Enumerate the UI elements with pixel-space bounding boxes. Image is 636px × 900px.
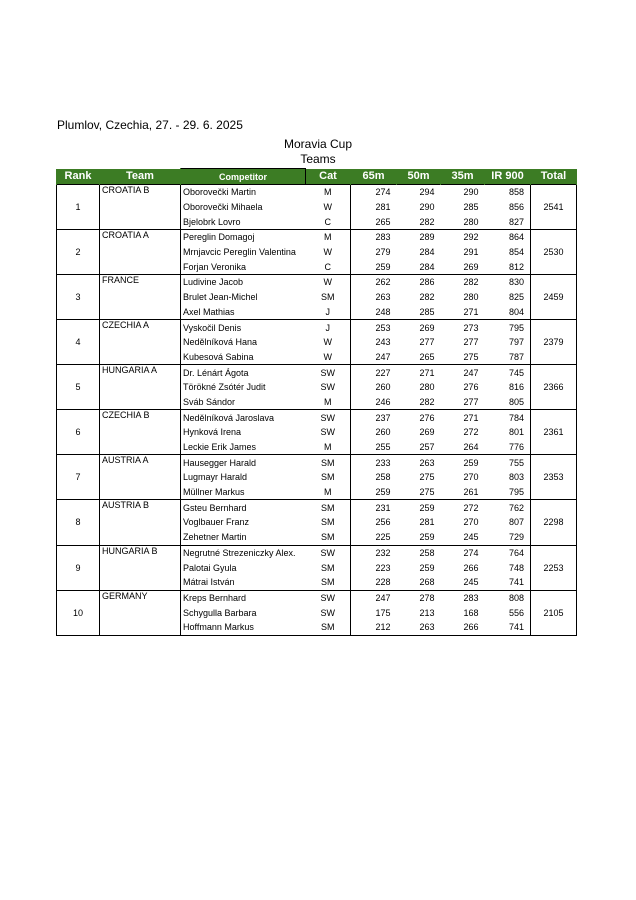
competitor-name: Negrutné Strezeniczky Alex.	[181, 545, 306, 560]
score-65m: 231	[351, 500, 397, 515]
score-ir900: 804	[485, 305, 531, 320]
competitor-name: Oborovečki Martin	[181, 185, 306, 200]
score-65m: 223	[375, 562, 391, 573]
team-cell-empty	[100, 620, 181, 635]
score-ir900: 762	[485, 500, 531, 515]
table-row	[57, 425, 577, 440]
score-65m: 227	[351, 365, 397, 380]
score-65m: 258	[375, 472, 391, 483]
team-cell-empty	[100, 530, 181, 545]
competitor-name: Nedělníková Jaroslava	[181, 410, 306, 425]
score-35m: 285	[463, 202, 479, 213]
competitor-name: Kreps Bernhard	[181, 590, 306, 605]
team-cell-empty	[100, 335, 181, 350]
score-ir900: 755	[485, 455, 531, 470]
header-65m: 65m	[351, 169, 397, 185]
competitor-name: Ludivine Jacob	[181, 275, 306, 290]
category-cell: SM	[306, 575, 351, 590]
table-row	[57, 245, 577, 260]
category-cell: SM	[306, 290, 351, 305]
competitor-name: Mrnjavcic Pereglin Valentina	[183, 247, 296, 258]
score-35m: 282	[441, 275, 485, 290]
score-ir900: 808	[485, 590, 531, 605]
competitor-name: Nedělníková Hana	[183, 337, 258, 348]
team-cell-empty	[100, 245, 181, 260]
team-cell-empty	[100, 259, 181, 274]
score-ir900: 797	[485, 335, 531, 350]
table-row	[57, 620, 577, 635]
header-rank: Rank	[57, 169, 100, 185]
score-35m: 292	[441, 230, 485, 245]
venue-date: Plumlov, Czechia, 27. - 29. 6. 2025	[57, 118, 243, 132]
score-35m: 277	[463, 337, 479, 348]
category-cell: SW	[306, 410, 351, 425]
score-65m: 212	[351, 620, 397, 635]
score-ir900: 803	[485, 470, 531, 485]
team-cell-empty	[100, 214, 181, 229]
competitor-name: Brulet Jean-Michel	[183, 292, 258, 303]
score-35m: 271	[441, 410, 485, 425]
competitor-name: Lugmayr Harald	[183, 472, 248, 483]
competitor-name: Sváb Sándor	[181, 395, 306, 410]
category-cell: W	[306, 200, 351, 215]
competitor-name: Vyskočil Denis	[181, 320, 306, 335]
team-cell-empty	[100, 470, 181, 485]
header-ir900: IR 900	[485, 169, 531, 185]
score-35m: 168	[463, 607, 479, 618]
category-cell: W	[306, 245, 351, 260]
score-35m: 261	[441, 485, 485, 500]
team-cell-empty	[100, 605, 181, 620]
score-35m: 283	[441, 590, 485, 605]
competitor-name: Kubesová Sabina	[181, 350, 306, 365]
team-total: 2253	[531, 545, 577, 590]
competitor-name: Törökné Zsótér Judit	[183, 382, 266, 393]
category-cell: M	[306, 440, 351, 455]
competitor-name: Palotai Gyula	[183, 562, 237, 573]
score-ir900: 776	[485, 440, 531, 455]
team-name: CROATIA A	[100, 230, 181, 245]
score-65m: 247	[351, 590, 397, 605]
competitor-name: Hynková Irena	[183, 427, 242, 438]
table-row	[57, 470, 577, 485]
header-team: Team	[100, 169, 181, 185]
score-35m: 245	[441, 530, 485, 545]
table-row	[57, 500, 577, 515]
team-name: FRANCE	[100, 275, 181, 290]
score-50m: 280	[419, 382, 435, 393]
table-row	[57, 200, 577, 215]
score-50m: 282	[397, 395, 441, 410]
score-65m: 262	[351, 275, 397, 290]
score-35m: 273	[441, 320, 485, 335]
team-total: 2361	[531, 410, 577, 455]
score-35m: 269	[441, 259, 485, 274]
team-cell-empty	[100, 560, 181, 575]
rank-cell: 3	[57, 275, 100, 320]
team-total: 2530	[531, 230, 577, 275]
team-cell-empty	[100, 305, 181, 320]
table-row	[57, 605, 577, 620]
competitor-name: Gsteu Bernhard	[181, 500, 306, 515]
score-ir900: 795	[485, 320, 531, 335]
score-65m: 243	[375, 337, 391, 348]
score-ir900: 812	[485, 259, 531, 274]
table-row	[57, 395, 577, 410]
category-cell: SM	[306, 560, 351, 575]
rank-cell: 4	[57, 320, 100, 365]
category-cell: SM	[306, 530, 351, 545]
team-name: CROATIA B	[100, 185, 181, 200]
team-cell-empty	[100, 575, 181, 590]
category-cell: M	[306, 485, 351, 500]
team-cell-empty	[100, 395, 181, 410]
table-row	[57, 575, 577, 590]
team-cell-empty	[100, 515, 181, 530]
table-row	[57, 440, 577, 455]
category-cell: M	[306, 230, 351, 245]
score-ir900: 748	[485, 560, 531, 575]
score-35m: 271	[441, 305, 485, 320]
team-name: HUNGARIA B	[100, 545, 181, 560]
category-cell: SW	[306, 425, 351, 440]
table-row	[57, 485, 577, 500]
score-65m: 263	[375, 292, 391, 303]
score-65m: 225	[351, 530, 397, 545]
results-subtitle: Teams	[300, 152, 336, 166]
team-cell-empty	[100, 350, 181, 365]
team-name: AUSTRIA B	[100, 500, 181, 515]
competitor-name: Pereglin Domagoj	[181, 230, 306, 245]
score-50m: 257	[397, 440, 441, 455]
score-35m: 274	[441, 545, 485, 560]
category-cell: M	[306, 185, 351, 200]
score-50m: 285	[397, 305, 441, 320]
competitor-name: Schygulla Barbara	[183, 607, 257, 618]
score-35m: 280	[463, 292, 479, 303]
score-65m: 255	[351, 440, 397, 455]
category-cell: W	[306, 335, 351, 350]
score-50m: 265	[397, 350, 441, 365]
score-35m: 272	[441, 500, 485, 515]
category-cell: J	[306, 320, 351, 335]
score-35m: 266	[441, 620, 485, 635]
team-name: AUSTRIA A	[100, 455, 181, 470]
team-cell-empty	[100, 425, 181, 440]
table-row	[57, 380, 577, 395]
team-cell-empty	[100, 200, 181, 215]
table-row	[57, 335, 577, 350]
team-total: 2541	[531, 185, 577, 230]
rank-cell: 2	[57, 230, 100, 275]
score-65m: 237	[351, 410, 397, 425]
score-65m: 253	[351, 320, 397, 335]
score-50m: 269	[397, 320, 441, 335]
score-65m: 175	[375, 607, 391, 618]
category-cell: SM	[306, 515, 351, 530]
score-ir900: 787	[485, 350, 531, 365]
competitor-name: Bjelobrk Lovro	[181, 214, 306, 229]
score-65m: 265	[351, 214, 397, 229]
category-cell: M	[306, 395, 351, 410]
category-cell: J	[306, 305, 351, 320]
team-total: 2379	[531, 320, 577, 365]
score-ir900: 741	[485, 620, 531, 635]
table-row	[57, 560, 577, 575]
score-65m: 281	[375, 202, 391, 213]
score-50m: 259	[397, 530, 441, 545]
rank-cell: 10	[57, 590, 100, 635]
category-cell: SW	[306, 605, 351, 620]
score-50m: 284	[397, 259, 441, 274]
score-ir900: 807	[485, 515, 531, 530]
score-50m: 275	[419, 472, 435, 483]
score-65m: 248	[351, 305, 397, 320]
score-35m: 276	[463, 382, 479, 393]
team-total: 2298	[531, 500, 577, 545]
score-65m: 259	[351, 259, 397, 274]
score-50m: 276	[397, 410, 441, 425]
score-ir900: 741	[485, 575, 531, 590]
score-50m: 282	[397, 214, 441, 229]
score-35m: 270	[463, 517, 479, 528]
score-ir900: 745	[485, 365, 531, 380]
table-row	[57, 290, 577, 305]
category-cell: SW	[306, 365, 351, 380]
header-total: Total	[531, 169, 577, 185]
score-65m: 260	[375, 382, 391, 393]
score-50m: 269	[419, 427, 435, 438]
score-65m: 233	[351, 455, 397, 470]
score-35m: 280	[441, 214, 485, 229]
score-50m: 282	[419, 292, 435, 303]
score-35m: 275	[441, 350, 485, 365]
competitor-name: Voglbauer Franz	[183, 517, 250, 528]
score-ir900: 784	[485, 410, 531, 425]
table-row	[57, 185, 577, 200]
rank-cell: 8	[57, 500, 100, 545]
category-cell: SM	[306, 470, 351, 485]
table-body	[57, 185, 577, 636]
table-header	[57, 169, 577, 185]
rank-cell: 6	[57, 410, 100, 455]
table-row	[57, 455, 577, 470]
header-cat: Cat	[306, 169, 351, 185]
score-35m: 270	[463, 472, 479, 483]
score-65m: 228	[351, 575, 397, 590]
table-row	[57, 305, 577, 320]
table-row	[57, 275, 577, 290]
category-cell: W	[306, 350, 351, 365]
score-ir900: 854	[485, 245, 531, 260]
score-35m: 247	[441, 365, 485, 380]
competitor-name: Axel Mathias	[181, 305, 306, 320]
score-ir900: 856	[485, 200, 531, 215]
rank-cell: 5	[57, 365, 100, 410]
competitor-name: Oborovečki Mihaela	[183, 202, 263, 213]
results-table	[56, 168, 577, 636]
table-row	[57, 365, 577, 380]
team-name: GERMANY	[100, 590, 181, 605]
team-total: 2105	[531, 590, 577, 635]
category-cell: SM	[306, 455, 351, 470]
table-row	[57, 545, 577, 560]
score-65m: 247	[351, 350, 397, 365]
category-cell: SM	[306, 500, 351, 515]
score-50m: 281	[419, 517, 435, 528]
score-50m: 289	[397, 230, 441, 245]
table-row	[57, 320, 577, 335]
score-ir900: 864	[485, 230, 531, 245]
score-50m: 271	[397, 365, 441, 380]
score-50m: 263	[397, 455, 441, 470]
score-50m: 294	[397, 185, 441, 200]
score-35m: 291	[463, 247, 479, 258]
competitor-name: Hoffmann Markus	[181, 620, 306, 635]
score-65m: 232	[351, 545, 397, 560]
competitor-name: Dr. Lénárt Ágota	[181, 365, 306, 380]
rank-cell: 1	[57, 185, 100, 230]
team-name: CZECHIA B	[100, 410, 181, 425]
header-35m: 35m	[441, 169, 485, 185]
score-ir900: 816	[485, 380, 531, 395]
event-title: Moravia Cup	[283, 137, 353, 151]
rank-cell: 9	[57, 545, 100, 590]
category-cell: SW	[306, 590, 351, 605]
header-50m: 50m	[397, 169, 441, 185]
score-50m: 284	[419, 247, 435, 258]
competitor-name: Zehetner Martin	[181, 530, 306, 545]
score-35m: 264	[441, 440, 485, 455]
score-ir900: 556	[485, 605, 531, 620]
score-ir900: 805	[485, 395, 531, 410]
score-50m: 213	[419, 607, 435, 618]
team-cell-empty	[100, 440, 181, 455]
score-ir900: 858	[485, 185, 531, 200]
table-row	[57, 214, 577, 229]
score-50m: 258	[397, 545, 441, 560]
table-row	[57, 410, 577, 425]
score-65m: 260	[375, 427, 391, 438]
team-cell-empty	[100, 380, 181, 395]
score-50m: 263	[397, 620, 441, 635]
team-name: HUNGARIA A	[100, 365, 181, 380]
team-total: 2366	[531, 365, 577, 410]
score-50m: 286	[397, 275, 441, 290]
rank-cell: 7	[57, 455, 100, 500]
score-65m: 274	[351, 185, 397, 200]
score-ir900: 830	[485, 275, 531, 290]
category-cell: C	[306, 214, 351, 229]
score-35m: 277	[441, 395, 485, 410]
table-row	[57, 515, 577, 530]
table-row	[57, 530, 577, 545]
category-cell: SM	[306, 620, 351, 635]
table-row	[57, 590, 577, 605]
score-65m: 256	[375, 517, 391, 528]
score-50m: 259	[397, 500, 441, 515]
score-50m: 278	[397, 590, 441, 605]
score-35m: 259	[441, 455, 485, 470]
score-50m: 275	[397, 485, 441, 500]
score-ir900: 795	[485, 485, 531, 500]
score-65m: 259	[351, 485, 397, 500]
competitor-name: Hausegger Harald	[181, 455, 306, 470]
score-ir900: 764	[485, 545, 531, 560]
score-35m: 272	[463, 427, 479, 438]
score-50m: 290	[419, 202, 435, 213]
score-50m: 268	[397, 575, 441, 590]
category-cell: SW	[306, 545, 351, 560]
competitor-name: Forjan Veronika	[181, 259, 306, 274]
score-65m: 246	[351, 395, 397, 410]
score-65m: 279	[375, 247, 391, 258]
team-cell-empty	[100, 485, 181, 500]
team-cell-empty	[100, 290, 181, 305]
team-total: 2353	[531, 455, 577, 500]
competitor-name: Müllner Markus	[181, 485, 306, 500]
team-name: CZECHIA A	[100, 320, 181, 335]
score-35m: 245	[441, 575, 485, 590]
header-competitor: Competitor	[181, 169, 306, 185]
score-ir900: 801	[485, 425, 531, 440]
category-cell: SW	[306, 380, 351, 395]
score-ir900: 729	[485, 530, 531, 545]
competitor-name: Leckie Erik James	[181, 440, 306, 455]
score-35m: 290	[441, 185, 485, 200]
score-50m: 277	[419, 337, 435, 348]
table-row	[57, 350, 577, 365]
table-row	[57, 230, 577, 245]
score-ir900: 825	[485, 290, 531, 305]
score-50m: 259	[419, 562, 435, 573]
table-row	[57, 259, 577, 274]
score-35m: 266	[463, 562, 479, 573]
team-total: 2459	[531, 275, 577, 320]
competitor-name: Mátrai István	[181, 575, 306, 590]
category-cell: W	[306, 275, 351, 290]
category-cell: C	[306, 259, 351, 274]
score-ir900: 827	[485, 214, 531, 229]
score-65m: 283	[351, 230, 397, 245]
